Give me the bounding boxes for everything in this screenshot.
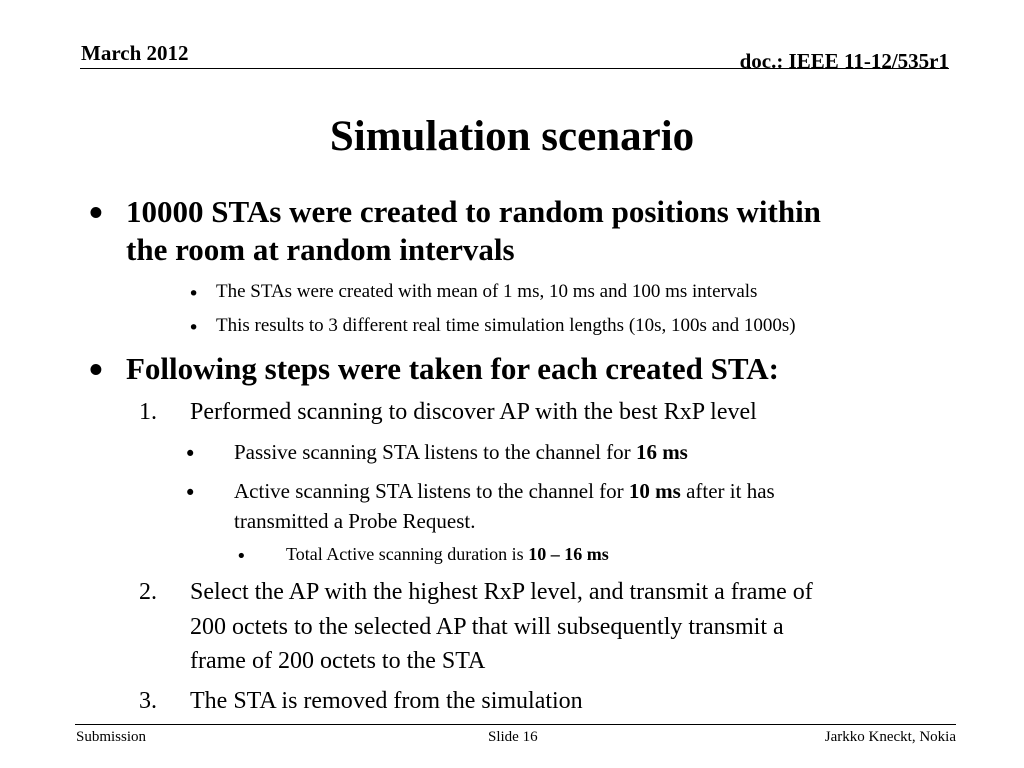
footer-submission: Submission [76,729,147,745]
step-2-line-1: Select the AP with the highest RxP level, and transmit a frame of [190,579,813,605]
total-scanning-line [286,544,609,565]
bullet-2-text: Following steps were taken for each created STA: [126,351,779,386]
total-scanning-duration: 10 – 16 ms [528,544,609,564]
total-scanning-text: Total Active scanning duration is [286,544,529,564]
bullet-1-line-2: the room at random intervals [126,232,515,267]
sub-bullet-marker: • [188,283,200,305]
sub-bullet-marker: • [184,442,197,466]
active-scanning-text: Active scanning STA listens to the channel for [234,479,629,503]
sub-bullet-marker: • [184,481,197,505]
slide-title: Simulation scenario [329,113,695,160]
header-date: March 2012 [81,41,189,65]
step-2-line-2: 200 octets to the selected AP that will subsequently transmit a [190,614,784,640]
active-scanning-line-2: transmitted a Probe Request. [234,509,476,533]
header-rule [80,68,949,69]
sub-sub-bullet-marker: • [236,546,247,567]
footer-author: Jarkko Kneckt, Nokia [824,729,956,745]
bullet-marker: • [86,196,106,232]
footer-rule [75,724,956,725]
passive-scanning-line [234,440,688,465]
bullet-1-sub-2: This results to 3 different real time simulation lengths (10s, 100s and 1000s) [216,315,796,336]
step-1-number: 1. [139,399,157,425]
active-scanning-suffix: after it has [680,479,775,503]
passive-scanning-text: Passive scanning STA listens to the channel for [234,440,636,464]
sub-bullet-marker: • [188,317,200,339]
step-3-text: The STA is removed from the simulation [190,688,583,714]
step-2-number: 2. [139,579,157,605]
active-scanning-duration: 10 ms [628,479,681,503]
step-2-line-3: frame of 200 octets to the STA [190,648,486,674]
bullet-1-sub-1: The STAs were created with mean of 1 ms, 10 ms and 100 ms intervals [216,281,758,302]
passive-scanning-duration: 16 ms [635,440,688,464]
bullet-marker: • [86,353,106,389]
footer-slide-number: Slide 16 [488,729,538,745]
step-1-text: Performed scanning to discover AP with the best RxP level [190,399,757,425]
active-scanning-line [234,479,775,504]
bullet-1-line-1: 10000 STAs were created to random positions within [126,194,821,229]
header-doc-id: doc.: IEEE 11-12/535r1 [739,49,949,73]
step-3-number: 3. [139,688,157,714]
